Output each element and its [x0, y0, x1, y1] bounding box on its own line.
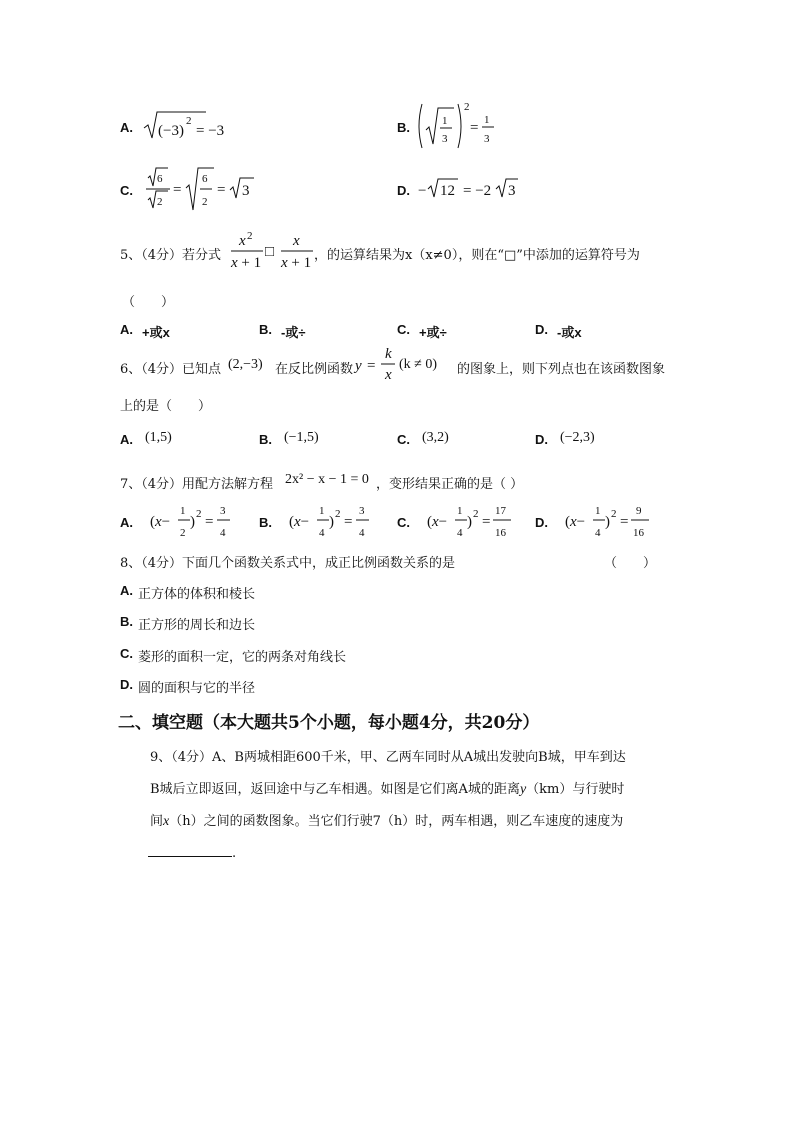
svg-text:=: =	[367, 358, 376, 374]
svg-text:1: 1	[595, 505, 601, 517]
q4-option-c-expr	[142, 164, 262, 214]
svg-text:2: 2	[186, 115, 192, 127]
svg-text:17: 17	[495, 505, 506, 517]
q4-option-b-expr	[416, 96, 506, 156]
svg-text:1: 1	[457, 505, 463, 517]
svg-text:=: =	[620, 514, 629, 530]
q9-line-3-text-b: （h）之间的函数图象。当它们行驶7（h）时，两车相遇，则乙车速度的速度为	[169, 814, 624, 829]
svg-text:): )	[605, 514, 610, 530]
svg-text:12: 12	[440, 183, 455, 199]
q8-option-d-label: D.	[120, 677, 133, 692]
q7-option-b-expr	[289, 500, 379, 544]
svg-text:3: 3	[359, 505, 365, 517]
svg-text:=: =	[217, 182, 226, 198]
q8-option-a-text: 正方体的体积和棱长	[138, 587, 256, 602]
q7-stem-suffix: ，变形结果正确的是（ ）	[376, 477, 524, 492]
q8-option-b-label: B.	[120, 614, 133, 629]
svg-text:2: 2	[180, 527, 186, 539]
q6-condition: (k ≠ 0)	[399, 357, 438, 372]
q7-option-a-label: A.	[120, 515, 133, 530]
section-2-title: 二、填空题（本大题共5个小题，每小题4分，共20分）	[118, 713, 540, 733]
q4-option-b-label: B.	[397, 120, 410, 135]
svg-text:=: =	[205, 514, 214, 530]
svg-text:2: 2	[611, 508, 617, 520]
svg-text:x + 1: x + 1	[281, 255, 312, 271]
svg-text:= −3: = −3	[196, 123, 225, 139]
q6-option-c-label: C.	[397, 432, 410, 447]
q5-paren: （ ）	[122, 295, 175, 310]
q5-option-c-label: C.	[397, 322, 410, 337]
svg-text:16: 16	[633, 527, 644, 539]
q5-box: □	[265, 244, 275, 260]
q5-option-b-label: B.	[259, 322, 272, 337]
svg-text:= −2: = −2	[463, 183, 492, 199]
svg-text:4: 4	[220, 527, 226, 539]
q8-option-a-label: A.	[120, 583, 133, 598]
q5-stem-suffix: ，的运算结果为x（x≠0），则在“□”中添加的运算符号为	[314, 248, 640, 263]
svg-text:4: 4	[457, 527, 463, 539]
q6-option-d-label: D.	[535, 432, 548, 447]
svg-text:1: 1	[319, 505, 325, 517]
q4-option-c-label: C.	[120, 183, 133, 198]
q8-option-d-text: 圆的面积与它的半径	[138, 681, 256, 696]
svg-text:x: x	[293, 233, 300, 249]
svg-text:4: 4	[319, 527, 325, 539]
svg-text:1: 1	[442, 115, 448, 127]
q9-var-x: x	[163, 814, 170, 829]
svg-text:−: −	[418, 183, 427, 199]
svg-text:(−3): (−3)	[158, 123, 184, 139]
q5-stem-prefix: 5、（4分）若分式	[120, 248, 222, 263]
svg-text:2: 2	[247, 230, 253, 242]
svg-text:y: y	[355, 358, 362, 374]
svg-text:(x−: (x−	[427, 514, 448, 530]
svg-text:x + 1: x + 1	[231, 255, 262, 271]
svg-text:(x−: (x−	[565, 514, 586, 530]
q6-option-d-text: (−2,3)	[560, 430, 595, 445]
q7-option-d-expr	[565, 500, 665, 544]
svg-text:): )	[190, 514, 195, 530]
svg-text:(x−: (x−	[150, 514, 171, 530]
svg-text:9: 9	[636, 505, 642, 517]
svg-text:k: k	[385, 346, 392, 362]
svg-text:(x−: (x−	[289, 514, 310, 530]
q6-stem-prefix: 6、（4分）已知点	[120, 362, 222, 377]
svg-text:3: 3	[484, 133, 490, 145]
svg-text:1: 1	[180, 505, 186, 517]
q8-stem: 8、（4分）下面几个函数关系式中，成正比例函数关系的是	[120, 556, 456, 571]
q6-option-c-text: (3,2)	[422, 430, 449, 445]
svg-text:2: 2	[157, 196, 163, 208]
q5-option-a-label: A.	[120, 322, 133, 337]
q8-option-b-text: 正方形的周长和边长	[138, 618, 256, 633]
q4-option-d-expr	[418, 175, 528, 205]
q7-option-a-expr	[150, 500, 240, 544]
q9-line-2	[150, 774, 624, 806]
svg-text:): )	[467, 514, 472, 530]
q6-option-a-label: A.	[120, 432, 133, 447]
svg-text:3: 3	[442, 133, 448, 145]
svg-text:3: 3	[220, 505, 226, 517]
q6-option-a-text: (1,5)	[145, 430, 172, 445]
svg-text:): )	[329, 514, 334, 530]
q9-var-y: y	[519, 782, 527, 797]
q8-paren: （ ）	[604, 556, 657, 571]
q4-option-d-label: D.	[397, 183, 410, 198]
q7-equation: 2x² − x − 1 = 0	[285, 472, 369, 487]
q9-line-3-text-a: 间	[150, 814, 164, 829]
svg-text:x: x	[239, 233, 246, 249]
q6-stem-suffix: 的图象上，则下列点也在该函数图象	[457, 362, 666, 377]
svg-text:=: =	[173, 182, 182, 198]
svg-text:4: 4	[595, 527, 601, 539]
q8-option-c-text: 菱形的面积一定，它的两条对角线长	[138, 650, 347, 665]
svg-text:3: 3	[508, 183, 516, 199]
q5-option-d-label: D.	[535, 322, 548, 337]
svg-text:4: 4	[359, 527, 365, 539]
q9-line-1: 9、（4分）A、B两城相距600千米，甲、乙两车同时从A城出发驶向B城，甲车到达	[150, 750, 626, 765]
q9-line-3	[150, 806, 623, 838]
svg-text:16: 16	[495, 527, 506, 539]
q4-option-a-label: A.	[120, 120, 133, 135]
q6-stem-mid: 在反比例函数	[275, 362, 354, 377]
q9-answer-blank[interactable]	[148, 842, 232, 857]
q6-function-expr	[355, 344, 405, 388]
svg-text:2: 2	[202, 196, 208, 208]
svg-text:=: =	[482, 514, 491, 530]
q7-option-d-label: D.	[535, 515, 548, 530]
q7-option-c-expr	[427, 500, 527, 544]
svg-text:2: 2	[335, 508, 341, 520]
q4-option-a-expr	[142, 108, 242, 144]
q7-option-c-label: C.	[397, 515, 410, 530]
q5-option-c-text: +或÷	[419, 325, 447, 340]
q9-line-4	[148, 838, 236, 870]
svg-text:3: 3	[242, 183, 250, 199]
svg-text:2: 2	[196, 508, 202, 520]
svg-text:6: 6	[202, 173, 208, 185]
svg-text:2: 2	[464, 101, 470, 113]
q7-stem-prefix: 7、（4分）用配方法解方程	[120, 477, 274, 492]
q9-line-2-text-a: B城后立即返回，返回途中与乙车相遇。如图是它们离A城的距离	[150, 782, 520, 797]
svg-text:=: =	[470, 120, 479, 136]
q9-line-4-end: .	[232, 846, 237, 861]
q6-option-b-text: (−1,5)	[284, 430, 319, 445]
q6-point: (2,−3)	[228, 357, 263, 372]
q6-stem-line2: 上的是（ ）	[120, 399, 212, 414]
q7-option-b-label: B.	[259, 515, 272, 530]
svg-text:=: =	[344, 514, 353, 530]
q8-option-c-label: C.	[120, 646, 133, 661]
svg-text:x: x	[385, 367, 392, 383]
svg-text:1: 1	[484, 114, 490, 126]
q5-option-b-text: -或÷	[281, 325, 306, 340]
q9-line-2-text-b: （km）与行驶时	[526, 782, 625, 797]
q5-option-a-text: +或x	[142, 325, 170, 340]
q5-option-d-text: -或x	[557, 325, 582, 340]
q6-option-b-label: B.	[259, 432, 272, 447]
svg-text:2: 2	[473, 508, 479, 520]
svg-text:6: 6	[157, 173, 163, 185]
